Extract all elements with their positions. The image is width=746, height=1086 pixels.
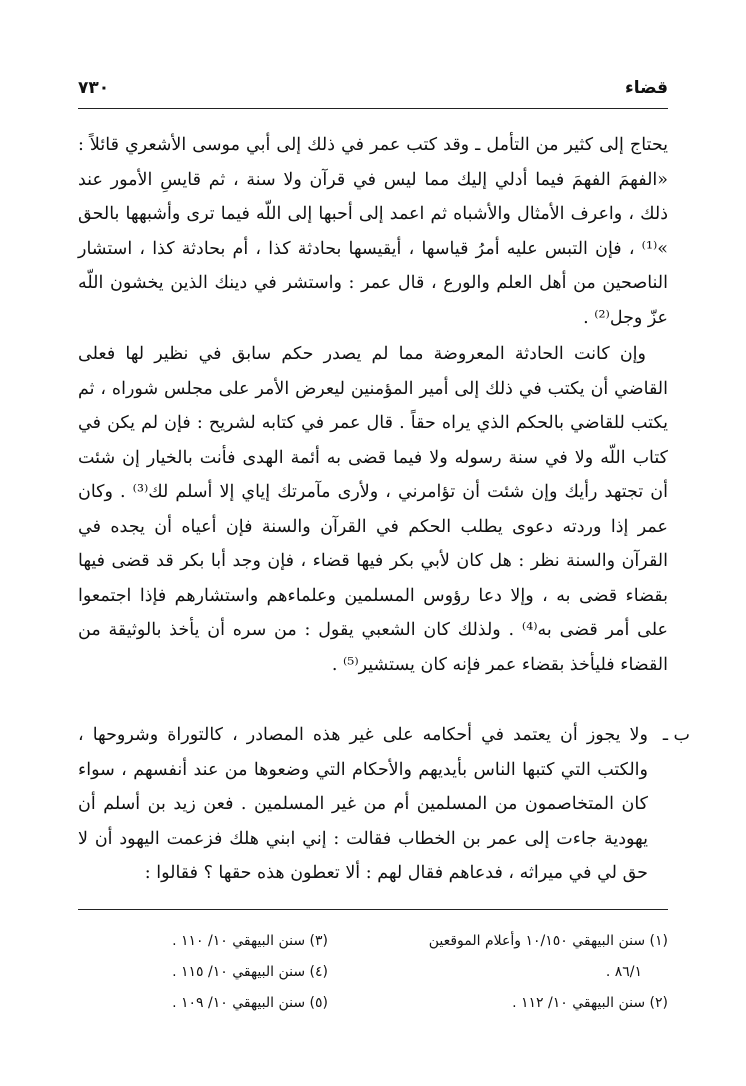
header-divider: [78, 108, 668, 109]
paragraph-2-text: وإن كانت الحادثة المعروضة مما لم يصدر حكم سابق في نظير لها فعلى القاضي أن يكتب في ذلك إلى أمير المؤمنين ليعرض الأمر على مجلس شوراه ، ثم يكتب للقاضي بالحكم الذي يراه حقاً . قال عمر في كتابه لشريح : فإن لم يكن في كتاب اللّه ولا في سنة رسوله ولا فيما قضى به أئمة الهدى فأنت بالخيار إن شئت أن تجتهد رأيك وإن شئت أن تؤامرني ، ولأرى مآمرتك إياي إلا أسلم لك⁽³⁾ . وكان عمر إذا وردته دعوى يطلب الحكم في القرآن والسنة فإن أعياه أن يجده في القرآن والسنة نظر : هل كان لأبي بكر فيها قضاء ، فإن وجد أبا بكر قد قضى فيها بقضاء قضى به ، وإلا دعا رؤوس المسلمين وعلماءهم واستشارهم فإذا اجتمعوا على أمر قضى به⁽⁴⁾ . ولذلك كان الشعبي يقول : من سره أن يأخذ بالوثيقة من القضاء فليأخذ بقضاء عمر فإنه كان يستشير⁽⁵⁾ .: [78, 344, 668, 675]
paragraph-1: [78, 128, 668, 335]
footnote-2: (٢) سنن البيهقي ١٠/ ١١٢ .: [512, 995, 668, 1011]
footnote-divider: [78, 909, 668, 910]
running-title: قضاء: [625, 78, 668, 98]
paragraph-3: [78, 718, 690, 891]
footnote-4: (٤) سنن البيهقي ١٠/ ١١٥ .: [172, 964, 328, 980]
paragraph-3-text: ولا يجوز أن يعتمد في أحكامه على غير هذه المصادر ، كالتوراة وشروحها ، والكتب التي كتبها الناس بأيديهم والأحكام التي وضعوها من عند أنفسهم ، سواء كان المتخاصمون من المسلمين أم من غير المسلمين . فعن زيد بن أسلم أن يهودية جاءت إلى عمر بن الخطاب فقالت : إني ابني هلك فزعمت اليهود أن لا حق لي في ميراثه ، فدعاهم فقال لهم : ألا تعطون هذه حقها ؟ فقالوا :: [78, 725, 648, 883]
page-number: ٧٣٠: [78, 78, 110, 98]
footnote-5: (٥) سنن البيهقي ١٠/ ١٠٩ .: [172, 995, 328, 1011]
list-marker: ب ـ: [662, 725, 690, 745]
footnotes-left-column: [78, 926, 328, 1019]
paragraph-1-text: يحتاج إلى كثير من التأمل ـ وقد كتب عمر في ذلك إلى أبي موسى الأشعري قائلاً : «الفهمَ الفهمَ فيما أدلي إليك مما ليس في قرآن ولا سنة ، ثم قايسِ الأمور عند ذلك ، واعرف الأمثال والأشباه ثم اعمد إلى أحبها إلى اللّه فيما ترى وأشبهها بالحق »⁽¹⁾ ، فإن التبس عليه أمرُ قياسها ، أيقيسها بحادثة كذا ، أم بحادثة كذا ، استشار الناصحين من أهل العلم والورع ، قال عمر : واستشر في دينك الذين يخشون اللّه عزّ وجل⁽²⁾ .: [78, 135, 668, 328]
footnote-1: (١) سنن البيهقي ١٠/١٥٠ وأعلام الموقعين: [428, 933, 668, 949]
paragraph-2: [78, 337, 668, 682]
list-item-b: [78, 718, 690, 891]
footnote-3: (٣) سنن البيهقي ١٠/ ١١٠ .: [172, 933, 328, 949]
footnotes: [78, 926, 668, 1036]
page-header: [78, 78, 668, 110]
footnotes-right-column: [388, 926, 668, 1019]
footnote-1-continued: ٨٦/١ .: [605, 964, 642, 980]
